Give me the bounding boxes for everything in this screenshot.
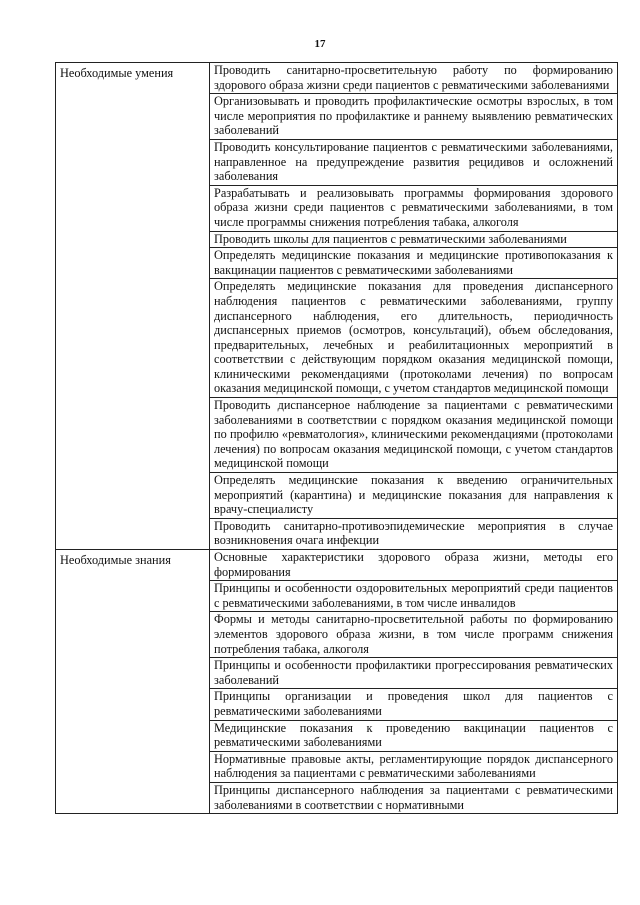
item-text: Формы и методы санитарно-просветительной работы по формированию элементов здорового образа жизни, в том числе программ снижения потребления табака, алкоголя — [214, 612, 613, 656]
item-cell — [210, 231, 618, 248]
item-cell — [210, 248, 618, 279]
competency-table-body — [56, 63, 618, 814]
section-label-cell — [56, 550, 210, 814]
item-cell — [210, 139, 618, 185]
section-label: Необходимые знания — [60, 553, 171, 567]
page-number: 17 — [314, 38, 326, 50]
item-text: Основные характеристики здорового образа жизни, методы его формирования — [214, 550, 613, 579]
competency-table — [55, 62, 618, 814]
item-text: Определять медицинские показания к введению ограничительных мероприятий (карантина) и медицинские показания для направления к врачу-специалисту — [214, 473, 613, 517]
item-cell — [210, 550, 618, 581]
item-text: Организовывать и проводить профилактические осмотры взрослых, в том числе мероприятия по профилактике и раннему выявлению ревматических заболеваний — [214, 94, 613, 138]
item-cell — [210, 63, 618, 94]
item-cell — [210, 279, 618, 398]
item-cell — [210, 612, 618, 658]
item-cell — [210, 185, 618, 231]
table-row — [56, 550, 618, 581]
item-cell — [210, 398, 618, 473]
item-cell — [210, 720, 618, 751]
item-cell — [210, 658, 618, 689]
item-text: Разрабатывать и реализовывать программы формирования здорового образа жизни среди пациентов с ревматическими заболеваниями, в том числе программы снижения потребления табака, алкоголя — [214, 185, 613, 229]
item-cell — [210, 782, 618, 813]
section-label: Необходимые умения — [60, 66, 174, 80]
item-text: Проводить санитарно-просветительную работу по формированию здорового образа жизни среди пациентов с ревматическими заболеваниями — [214, 63, 613, 92]
item-text: Проводить школы для пациентов с ревматическими заболеваниями — [214, 231, 567, 246]
item-text: Определять медицинские показания и медицинские противопоказания к вакцинации пациентов с ревматическими заболеваниями — [214, 248, 613, 277]
item-text: Нормативные правовые акты, регламентирующие порядок диспансерного наблюдения за пациентами с ревматическими заболеваниями — [214, 751, 613, 781]
item-cell — [210, 518, 618, 549]
table-row — [56, 63, 618, 94]
item-cell — [210, 751, 618, 782]
item-text: Принципы и особенности профилактики прогрессирования ревматических заболеваний — [214, 658, 613, 687]
item-text: Проводить диспансерное наблюдение за пациентами с ревматическими заболеваниями в соответствии с порядком оказания медицинской помощи по профилю «ревматология», клиническими рекомендациями (протоколами лечения) по вопросам оказания медицинской помощи, с учетом стандартов медицинской помощи — [214, 398, 613, 471]
item-text: Принципы диспансерного наблюдения за пациентами с ревматическими заболеваниями в соответствии с нормативными — [214, 782, 613, 812]
item-text: Принципы и особенности оздоровительных мероприятий среди пациентов с ревматическими заболеваниями, в том числе инвалидов — [214, 581, 613, 610]
section-label-cell — [56, 63, 210, 550]
item-text: Принципы организации и проведения школ для пациентов с ревматическими заболеваниями — [214, 689, 613, 718]
item-cell — [210, 94, 618, 140]
item-cell — [210, 689, 618, 720]
item-text: Проводить санитарно-противоэпидемические мероприятия в случае возникновения очага инфекции — [214, 518, 613, 548]
item-cell — [210, 581, 618, 612]
item-text: Медицинские показания к проведению вакцинации пациентов с ревматическими заболеваниями — [214, 720, 613, 750]
item-cell — [210, 473, 618, 519]
item-text: Определять медицинские показания для проведения диспансерного наблюдения пациентов с ревматическими заболеваниями, группу диспансерного наблюдения, его длительность, периодичность диспансерных приемов (осмотров, консультаций), объем обследования, предварительных, лечебных и реабилитационных мероприятий в соответствии с действующим порядком оказания медицинской помощи, клиническими рекомендациями (протоколами лечения) по вопросам оказания медицинской помощи, с учетом стандартов медицинской помощи — [214, 279, 613, 396]
item-text: Проводить консультирование пациентов с ревматическими заболеваниями, направленное на предупреждение развития рецидивов и осложнений заболевания — [214, 139, 613, 184]
